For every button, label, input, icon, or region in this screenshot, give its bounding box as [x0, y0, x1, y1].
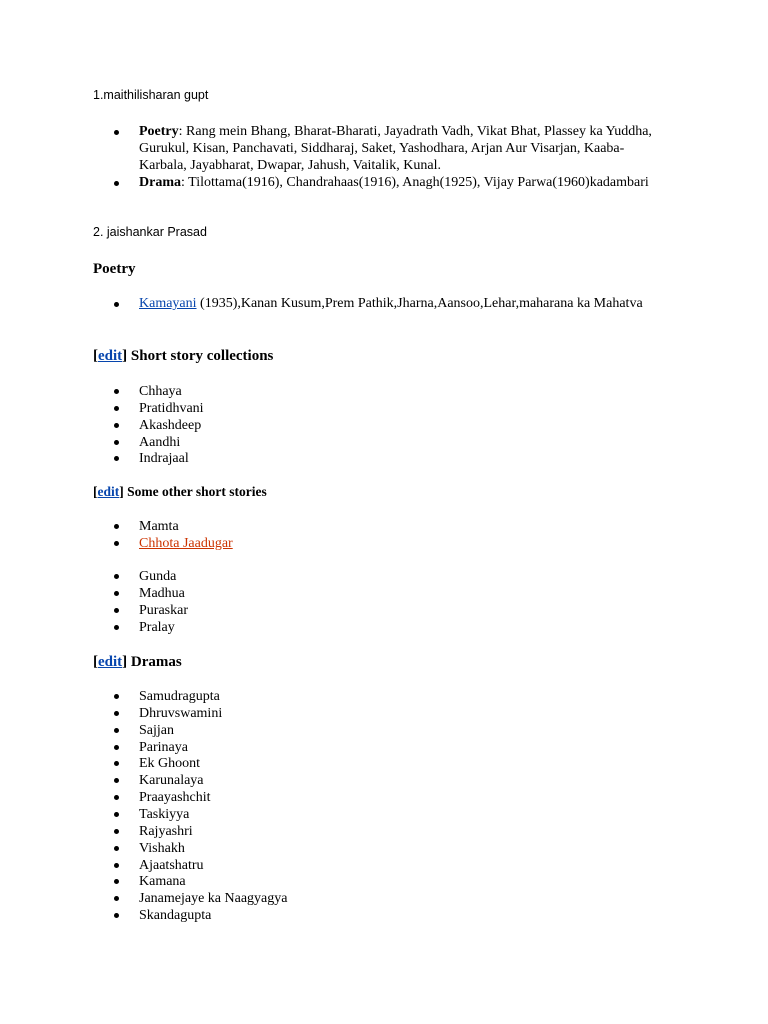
bullet: [114, 456, 119, 461]
list-item: Ek Ghoont: [139, 756, 201, 772]
bullet: [114, 302, 119, 307]
section1-heading: 1.maithilisharan gupt: [93, 88, 209, 102]
list-item: Indrajaal: [139, 451, 189, 467]
bullet: [114, 711, 119, 716]
bullet: [114, 896, 119, 901]
list-item: Karunalaya: [139, 773, 204, 789]
bullet: [114, 625, 119, 630]
list-item: Akashdeep: [139, 417, 202, 433]
bullet: [114, 879, 119, 884]
bullet: [114, 591, 119, 596]
list-item: Madhua: [139, 585, 185, 601]
bullet: [114, 440, 119, 445]
bullet: [114, 863, 119, 868]
heading-text: ] Short story collections: [122, 348, 274, 364]
list-item: Puraskar: [139, 602, 188, 618]
list-item: [139, 535, 233, 552]
list-item: Ajaatshatru: [139, 857, 204, 873]
bullet: [114, 745, 119, 750]
list-item: Skandagupta: [139, 908, 212, 924]
list-item: Sajjan: [139, 722, 174, 738]
bullet: [114, 846, 119, 851]
bullet: [114, 913, 119, 918]
bullet: [114, 795, 119, 800]
list-item: Gunda: [139, 569, 177, 584]
dramas-heading: [edit] Dramas: [93, 654, 182, 670]
edit-link[interactable]: edit: [98, 348, 123, 364]
list-item: Taskiyya: [139, 806, 190, 822]
edit-link[interactable]: edit: [97, 484, 120, 499]
bullet: [114, 574, 119, 579]
list-item: Samudragupta: [139, 689, 220, 704]
poetry-label: Poetry: [139, 124, 179, 139]
kamayani-paragraph: [139, 296, 659, 313]
bullet: [114, 829, 119, 834]
list-item: Chhaya: [139, 384, 182, 399]
bullet: [114, 694, 119, 699]
list-item: Pratidhvani: [139, 400, 204, 416]
bullet: [114, 778, 119, 783]
poetry-paragraph: [139, 124, 659, 174]
list-item: Dhruvswamini: [139, 705, 223, 721]
edit-link[interactable]: edit: [98, 654, 123, 670]
drama-paragraph: [139, 175, 659, 192]
bullet: [114, 181, 119, 186]
bullet: [114, 761, 119, 766]
kamayani-link[interactable]: Kamayani: [139, 296, 197, 311]
bullet: [114, 406, 119, 411]
kamayani-text: (1935),Kanan Kusum,Prem Pathik,Jharna,Aansoo,Lehar,maharana ka Mahatva: [196, 296, 643, 311]
section2-heading: 2. jaishankar Prasad: [93, 225, 207, 239]
list-item: Praayashchit: [139, 790, 211, 806]
bullet: [114, 608, 119, 613]
heading-text: ] Some other short stories: [119, 484, 267, 499]
chhota-jaadugar-link[interactable]: Chhota Jaadugar: [139, 536, 233, 551]
bullet: [114, 423, 119, 428]
list-item: Mamta: [139, 519, 179, 534]
heading-text: ] Dramas: [122, 654, 182, 670]
drama-label: Drama: [139, 175, 181, 190]
poetry-heading: Poetry: [93, 261, 136, 277]
bullet: [114, 728, 119, 733]
bullet: [114, 812, 119, 817]
short-story-heading: [edit] Short story collections: [93, 348, 274, 364]
bullet: [114, 389, 119, 394]
bullet: [114, 524, 119, 529]
list-item: Aandhi: [139, 434, 181, 450]
poetry-text: : Rang mein Bhang, Bharat-Bharati, Jayadrath Vadh, Vikat Bhat, Plassey ka Yuddha, Gurukul, Kisan, Panchavati, Siddharaj, Saket, Yashodhara, Arjan Aur Visarjan, Kaaba-Karbala, Jayabharat, Dwapar, Jahush, Vaitalik, Kunal.: [139, 124, 652, 173]
drama-text: : Tilottama(1916), Chandrahaas(1916), Anagh(1925), Vijay Parwa(1960)kadambari: [181, 175, 649, 190]
bullet: [114, 541, 119, 546]
list-item: Parinaya: [139, 739, 188, 755]
other-stories-heading: [edit] Some other short stories: [93, 484, 267, 499]
list-item: Pralay: [139, 619, 175, 635]
bullet: [114, 130, 119, 135]
list-item: Vishakh: [139, 840, 185, 856]
list-item: Kamana: [139, 874, 186, 890]
list-item: Rajyashri: [139, 823, 193, 839]
list-item: Janamejaye ka Naagyagya: [139, 891, 288, 907]
